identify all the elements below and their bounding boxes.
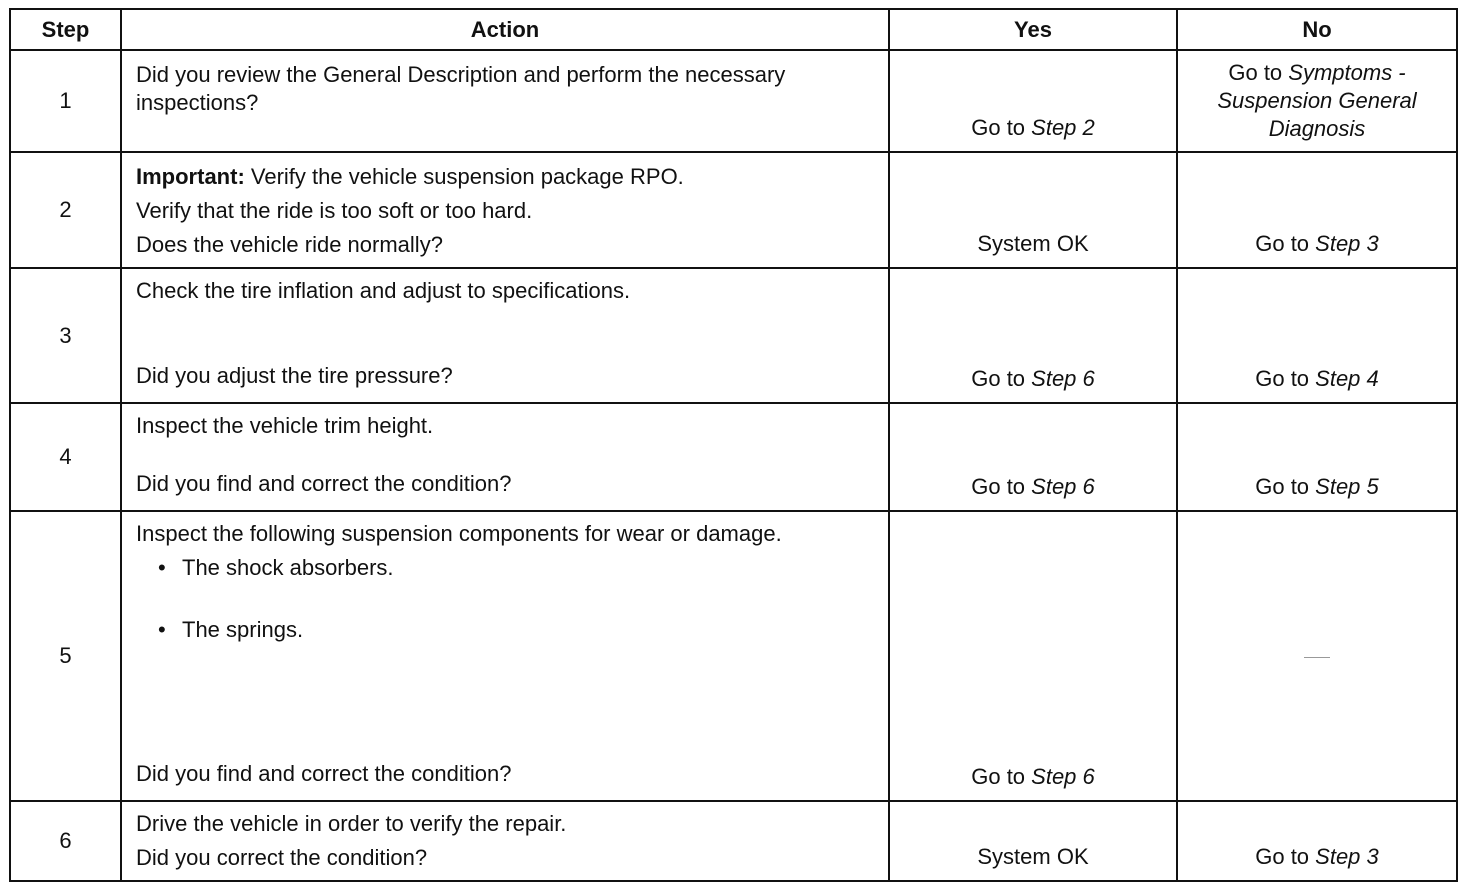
important-text: Verify the vehicle suspension package RPO. [244, 164, 684, 189]
action-text: Inspect the vehicle trim height. [136, 413, 434, 438]
no-prefix: Go to [1255, 231, 1316, 256]
header-action: Action [121, 9, 889, 50]
header-row [10, 9, 1457, 50]
yes-text: System OK [977, 844, 1089, 869]
table-row [10, 511, 1457, 801]
header-step: Step [10, 9, 121, 50]
table-row [10, 801, 1457, 881]
yes-target: Step 6 [1031, 474, 1095, 499]
yes-prefix: Go to [971, 366, 1032, 391]
action-question: Did you find and correct the condition? [136, 471, 512, 496]
action-text: Check the tire inflation and adjust to specifications. [136, 278, 631, 303]
yes-target: Step 6 [1031, 366, 1095, 391]
step-number: 2 [10, 152, 121, 268]
action-question: Did you find and correct the condition? [136, 761, 512, 786]
step-number: 3 [10, 268, 121, 403]
table-row [10, 152, 1457, 268]
action-cell [121, 50, 889, 152]
step-number: 4 [10, 403, 121, 511]
action-question: Does the vehicle ride normally? [136, 232, 443, 257]
no-prefix: Go to [1255, 844, 1316, 869]
action-question: Did you adjust the tire pressure? [136, 363, 453, 388]
action-text: Drive the vehicle in order to verify the repair. [136, 811, 567, 836]
no-cell [1177, 511, 1457, 801]
no-target: Step 3 [1315, 231, 1379, 256]
action-text: Verify that the ride is too soft or too hard. [136, 198, 533, 223]
action-cell [121, 268, 889, 403]
no-prefix: Go to [1255, 366, 1316, 391]
important-label: Important: [136, 164, 245, 189]
step-number: 1 [10, 50, 121, 152]
component-list [136, 554, 876, 644]
no-target: Step 3 [1315, 844, 1379, 869]
step-number: 5 [10, 511, 121, 801]
yes-cell [889, 403, 1177, 511]
step-number: 6 [10, 801, 121, 881]
no-cell [1177, 268, 1457, 403]
header-yes: Yes [889, 9, 1177, 50]
action-cell [121, 511, 889, 801]
action-text: Inspect the following suspension components for wear or damage. [136, 521, 782, 546]
yes-cell [889, 268, 1177, 403]
important-note [136, 163, 876, 191]
yes-cell [889, 152, 1177, 268]
no-cell [1177, 152, 1457, 268]
action-question: Did you correct the condition? [136, 845, 428, 870]
yes-prefix: Go to [971, 474, 1032, 499]
no-target: Symptoms - Suspension General Diagnosis [1217, 60, 1417, 141]
no-target: Step 5 [1315, 474, 1379, 499]
yes-target: Step 6 [1031, 764, 1095, 789]
no-cell [1177, 50, 1457, 152]
action-cell [121, 801, 889, 881]
yes-cell [889, 50, 1177, 152]
yes-prefix: Go to [971, 764, 1032, 789]
action-cell [121, 403, 889, 511]
diagnostic-table [9, 8, 1458, 882]
no-prefix: Go to [1228, 60, 1289, 85]
list-item: • The springs. [158, 616, 876, 644]
yes-cell [889, 801, 1177, 881]
yes-cell [889, 511, 1177, 801]
yes-target: Step 2 [1031, 115, 1095, 140]
table-row [10, 268, 1457, 403]
list-item: • The shock absorbers. [158, 554, 876, 582]
empty-dash [1304, 657, 1330, 658]
action-text: Did you review the General Description and perform the necessary inspections? [136, 62, 786, 115]
table-row [10, 403, 1457, 511]
action-cell [121, 152, 889, 268]
header-no: No [1177, 9, 1457, 50]
no-prefix: Go to [1255, 474, 1316, 499]
yes-text: System OK [977, 231, 1089, 256]
no-target: Step 4 [1315, 366, 1379, 391]
table-row [10, 50, 1457, 152]
no-cell [1177, 801, 1457, 881]
yes-prefix: Go to [971, 115, 1032, 140]
no-cell [1177, 403, 1457, 511]
